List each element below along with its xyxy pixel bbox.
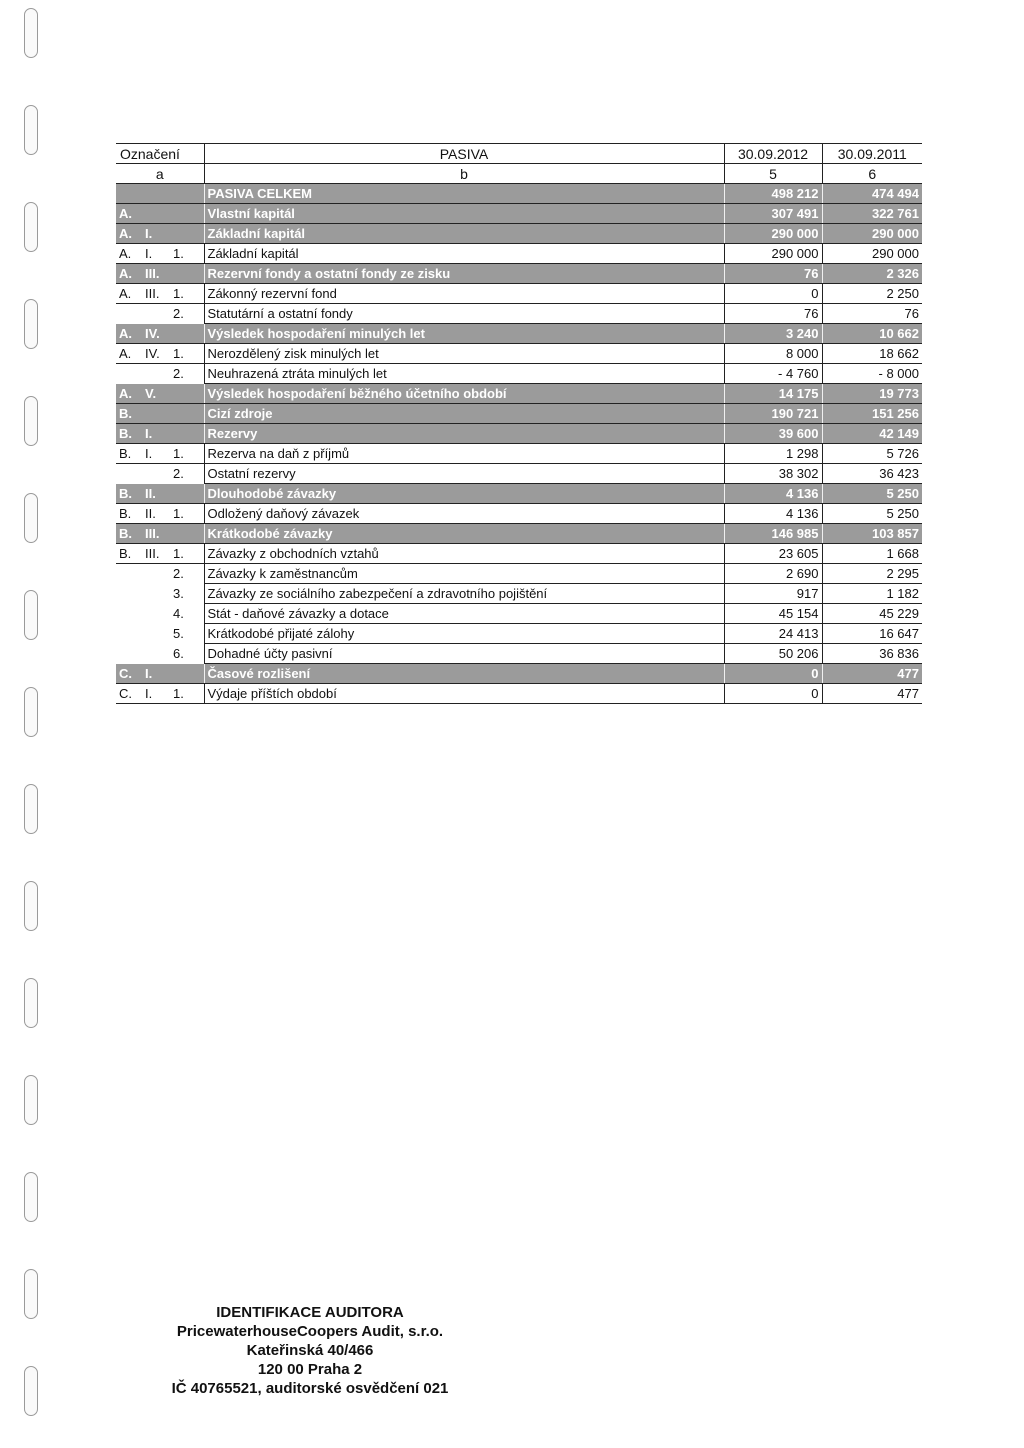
table-row-subtotal [116,384,922,404]
auditor-city: 120 00 Praha 2 [257,1361,363,1378]
row-code-c3: 1. [173,506,184,521]
row-code-c1: A. [119,385,132,401]
row-value-2011: 76 [822,304,922,324]
table-row-subtotal [116,664,922,684]
row-code [116,424,204,444]
row-value-2011: 19 773 [822,384,922,404]
row-code [116,444,204,464]
table-row [116,464,922,484]
row-code [116,644,204,664]
row-value-2012: 45 154 [724,604,822,624]
row-value-2012: 39 600 [724,424,822,444]
row-name: Dohadné účty pasivní [204,644,724,664]
row-name: Stát - daňové závazky a dotace [204,604,724,624]
subheader-current: 5 [724,164,822,184]
row-value-2012: - 4 760 [724,364,822,384]
punch-hole [24,396,38,446]
subheader-code: a [116,164,204,184]
row-code-c1: B. [119,546,132,561]
table-row-subtotal [116,484,922,504]
row-code [116,364,204,384]
table-row-subtotal [116,404,922,424]
punch-hole [24,1172,38,1222]
punch-hole [24,202,38,252]
row-value-2012: 290 000 [724,224,822,244]
row-name: Výdaje příštích období [204,684,724,704]
row-code-c3: 6. [173,646,184,661]
row-code-c3: 2. [173,366,184,382]
row-code-c1: A. [119,226,132,241]
row-code-c2: I. [145,686,153,701]
row-code-c3: 1. [173,346,184,361]
row-value-2012: 76 [724,304,822,324]
row-code-c3: 1. [173,446,184,461]
row-value-2011: 103 857 [822,524,922,544]
row-code [116,304,204,324]
row-code-c1: A. [119,246,132,261]
row-value-2012: 3 240 [724,324,822,344]
row-value-2012: 0 [724,684,822,704]
row-code-c1: A. [119,206,132,221]
row-value-2011: 2 326 [822,264,922,284]
row-value-2012: 50 206 [724,644,822,664]
row-code-c1: B. [119,506,132,521]
row-value-2011: 290 000 [822,224,922,244]
row-name: Krátkodobé závazky [204,524,724,544]
table-row-subtotal [116,324,922,344]
punch-hole [24,978,38,1028]
row-value-2012: 0 [724,664,822,684]
row-value-2011: 2 295 [822,564,922,584]
row-value-2011: 477 [822,684,922,704]
table-row [116,644,922,664]
row-value-2012: 38 302 [724,464,822,484]
header-code: Označení [116,144,204,164]
row-code-c1: A. [119,266,132,281]
row-name: Výsledek hospodaření minulých let [204,324,724,344]
row-code [116,404,204,424]
table-row [116,344,922,364]
row-code [116,264,204,284]
row-code-c2: III. [145,546,160,561]
row-code-c1: A. [119,346,132,361]
row-code [116,384,204,404]
row-value-2011: 2 250 [822,284,922,304]
row-value-2012: 190 721 [724,404,822,424]
row-value-2011: 36 836 [822,644,922,664]
liabilities-balance-table [116,143,922,704]
row-code-c1: A. [119,286,132,301]
row-value-2012: 0 [724,284,822,304]
row-code [116,244,204,264]
table-row-subtotal [116,524,922,544]
table-row [116,244,922,264]
row-code-c3: 1. [173,546,184,561]
row-name: Vlastní kapitál [204,204,724,224]
row-value-2011: - 8 000 [822,364,922,384]
subheader-previous: 6 [822,164,922,184]
row-code-c3: 1. [173,246,184,261]
header-current-period: 30.09.2012 [724,144,822,164]
row-value-2012: 917 [724,584,822,604]
row-code [116,524,204,544]
table-row-subtotal [116,184,922,204]
punch-hole [24,1366,38,1416]
auditor-firm: PricewaterhouseCoopers Audit, s.r.o. [176,1323,444,1340]
row-code-c3: 3. [173,586,184,601]
row-code-c3: 2. [173,466,184,482]
row-code [116,544,204,564]
row-value-2011: 290 000 [822,244,922,264]
auditor-street: Kateřinská 40/466 [246,1342,374,1359]
row-code [116,184,204,204]
table-row [116,684,922,704]
row-code-c3: 4. [173,606,184,621]
row-value-2012: 307 491 [724,204,822,224]
row-value-2012: 146 985 [724,524,822,544]
row-name: Dlouhodobé závazky [204,484,724,504]
row-code [116,604,204,624]
row-name: PASIVA CELKEM [204,184,724,204]
row-value-2012: 2 690 [724,564,822,584]
row-value-2012: 8 000 [724,344,822,364]
auditor-heading: IDENTIFIKACE AUDITORA [216,1304,404,1321]
punch-hole [24,105,38,155]
row-code-c2: I. [145,246,153,261]
table-row [116,564,922,584]
punch-hole [24,590,38,640]
row-name: Časové rozlišení [204,664,724,684]
row-code-c1: B. [119,526,132,541]
table-row [116,284,922,304]
row-code [116,504,204,524]
row-name: Statutární a ostatní fondy [204,304,724,324]
punch-hole [24,1269,38,1319]
table-row-subtotal [116,264,922,284]
row-code [116,664,204,684]
row-code-c2: I. [145,426,153,441]
header-name: PASIVA [204,144,724,164]
punch-hole [24,493,38,543]
punch-hole [24,881,38,931]
row-value-2011: 10 662 [822,324,922,344]
row-code-c3: 5. [173,626,184,641]
row-name: Rezervní fondy a ostatní fondy ze zisku [204,264,724,284]
table-body [116,184,922,704]
row-value-2012: 23 605 [724,544,822,564]
row-value-2011: 16 647 [822,624,922,644]
row-value-2011: 18 662 [822,344,922,364]
row-name: Výsledek hospodaření běžného účetního období [204,384,724,404]
row-code-c2: IV. [145,325,160,341]
table-row [116,544,922,564]
row-value-2011: 36 423 [822,464,922,484]
row-name: Základní kapitál [204,244,724,264]
row-code-c1: B. [119,485,132,501]
row-value-2011: 151 256 [822,404,922,424]
row-code [116,624,204,644]
row-code-c3: 1. [173,286,184,301]
row-value-2011: 5 250 [822,484,922,504]
row-code [116,584,204,604]
row-value-2012: 4 136 [724,484,822,504]
table-header-row [116,144,922,164]
table-subheader-row [116,164,922,184]
row-name: Cizí zdroje [204,404,724,424]
row-value-2011: 42 149 [822,424,922,444]
table-row [116,624,922,644]
row-code [116,344,204,364]
table-row-subtotal [116,224,922,244]
table-row [116,364,922,384]
row-code-c3: 2. [173,566,184,582]
table-row [116,444,922,464]
punch-hole [24,299,38,349]
binder-punch-holes [24,0,44,1448]
row-code [116,464,204,484]
row-value-2012: 14 175 [724,384,822,404]
row-name: Nerozdělený zisk minulých let [204,344,724,364]
row-code-c1: C. [119,686,132,701]
row-name: Závazky k zaměstnancům [204,564,724,584]
row-code-c2: III. [145,526,160,541]
table-row [116,504,922,524]
row-value-2011: 5 726 [822,444,922,464]
row-value-2012: 76 [724,264,822,284]
table-row [116,304,922,324]
row-name: Závazky z obchodních vztahů [204,544,724,564]
row-code-c2: II. [145,506,156,521]
row-name: Odložený daňový závazek [204,504,724,524]
row-code [116,564,204,584]
row-value-2011: 1 182 [822,584,922,604]
row-code-c2: IV. [145,346,160,361]
row-code [116,484,204,504]
table-row-subtotal [116,424,922,444]
row-value-2012: 24 413 [724,624,822,644]
row-value-2011: 5 250 [822,504,922,524]
row-value-2012: 4 136 [724,504,822,524]
row-value-2012: 498 212 [724,184,822,204]
row-code-c2: I. [145,665,153,681]
punch-hole [24,687,38,737]
table-row [116,604,922,624]
row-code [116,224,204,244]
row-code-c2: I. [145,226,153,241]
row-code-c1: B. [119,406,132,421]
row-name: Krátkodobé přijaté zálohy [204,624,724,644]
punch-hole [24,8,38,58]
row-value-2011: 474 494 [822,184,922,204]
row-value-2011: 1 668 [822,544,922,564]
punch-hole [24,1075,38,1125]
row-name: Rezervy [204,424,724,444]
row-name: Ostatní rezervy [204,464,724,484]
row-code-c2: III. [145,286,160,301]
auditor-identification [150,1303,470,1398]
row-code [116,684,204,704]
punch-hole [24,784,38,834]
row-code [116,204,204,224]
row-name: Neuhrazená ztráta minulých let [204,364,724,384]
row-name: Zákonný rezervní fond [204,284,724,304]
auditor-ids: IČ 40765521, auditorské osvědčení 021 [171,1380,449,1397]
row-value-2011: 45 229 [822,604,922,624]
row-name: Závazky ze sociálního zabezpečení a zdravotního pojištění [204,584,724,604]
row-value-2012: 290 000 [724,244,822,264]
row-name: Základní kapitál [204,224,724,244]
row-code-c2: III. [145,266,160,281]
table-row-subtotal [116,204,922,224]
row-code-c1: B. [119,446,132,461]
header-previous-period: 30.09.2011 [822,144,922,164]
row-name: Rezerva na daň z příjmů [204,444,724,464]
row-code-c2: II. [145,485,156,501]
row-code-c3: 2. [173,306,184,322]
row-value-2012: 1 298 [724,444,822,464]
row-code-c1: A. [119,325,132,341]
row-code-c2: I. [145,446,153,461]
row-code-c1: C. [119,665,132,681]
row-code-c3: 1. [173,686,184,701]
row-code-c1: B. [119,426,132,441]
row-value-2011: 477 [822,664,922,684]
row-code [116,284,204,304]
row-code-c2: V. [145,385,157,401]
row-value-2011: 322 761 [822,204,922,224]
table-row [116,584,922,604]
subheader-name: b [204,164,724,184]
row-code [116,324,204,344]
